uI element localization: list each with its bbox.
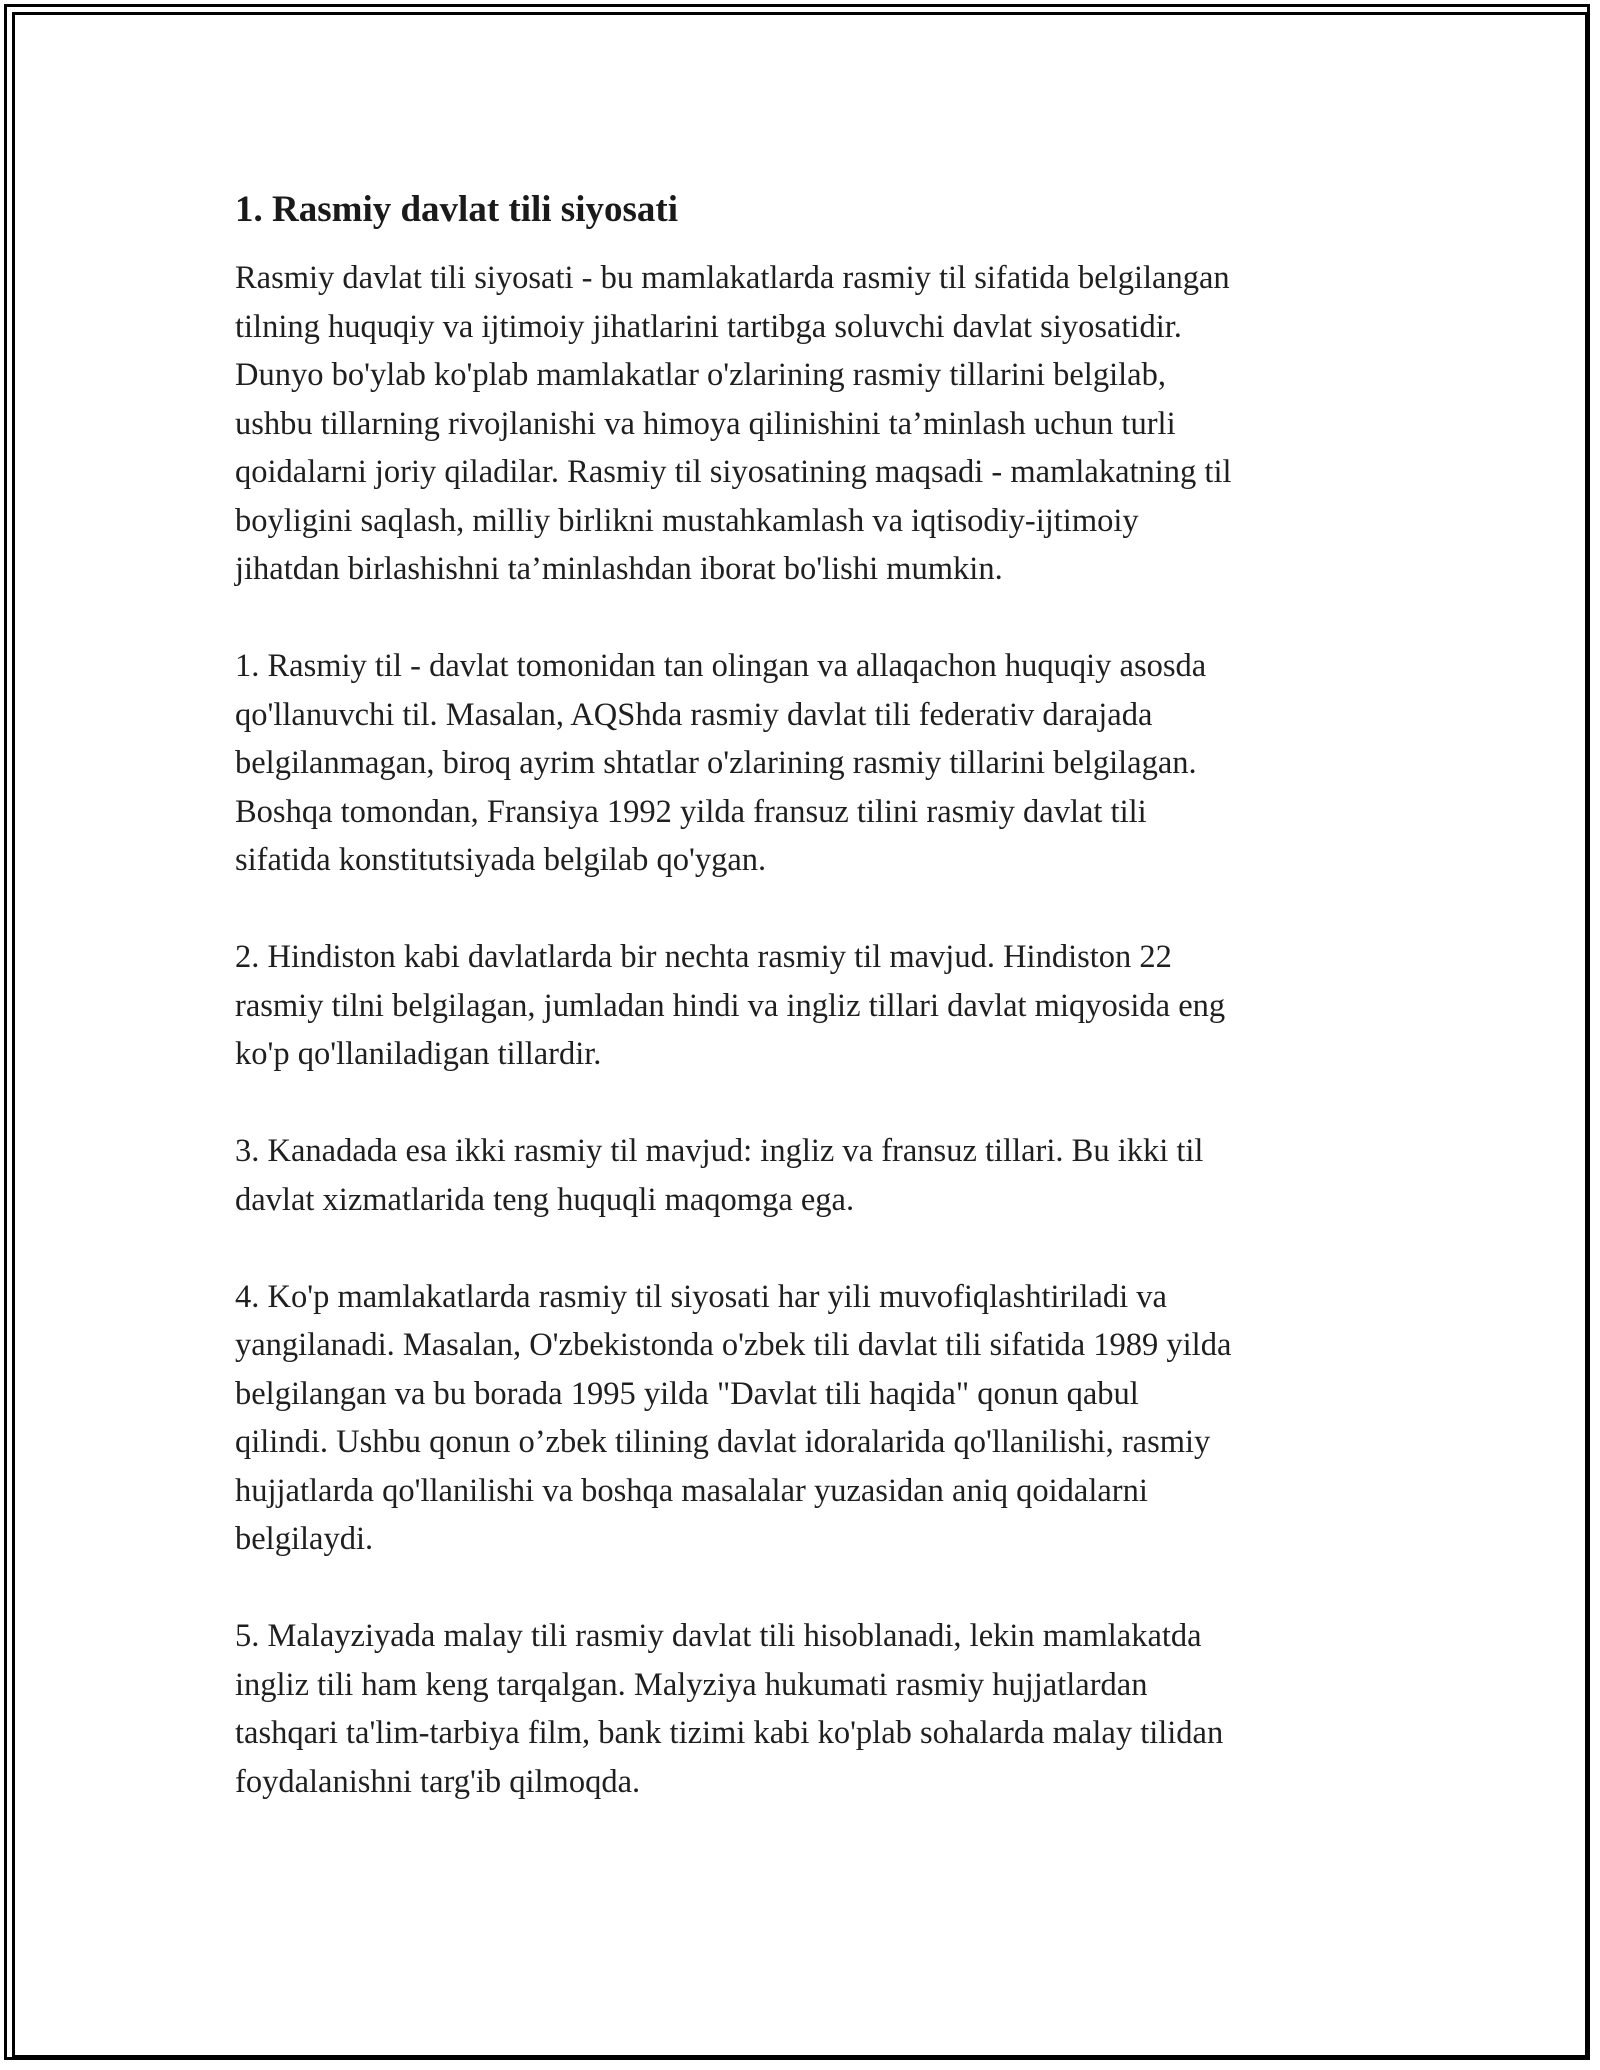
paragraph-item-2: 2. Hindiston kabi davlatlarda bir nechta rasmiy til mavjud. Hindiston 22 rasmiy tilni belgilagan, jumladan hindi va ingliz tillari davlat miqyosida eng ko'p qo'llaniladigan tillardir.	[235, 939, 1226, 1072]
paragraph-item-4: 4. Ko'p mamlakatlarda rasmiy til siyosati har yili muvofiqlashtiriladi va yangilanadi. Masalan, O'zbekistonda o'zbek tili davlat tili sifatida 1989 yilda belgilangan va bu borada 1995 yilda "Davlat tili haqida" qonun qabul qilindi. Ushbu qonun o’zbek tilining davlat idoralarida qo'llanilishi, rasmiy hujjatlarda qo'llanilishi va boshqa masalalar yuzasidan aniq qoidalarni belgilaydi.	[235, 1278, 1232, 1557]
document-page	[235, 186, 1375, 1855]
intro-paragraph: Rasmiy davlat tili siyosati - bu mamlakatlarda rasmiy til sifatida belgilangan tilning huquqiy va ijtimoiy jihatlarini tartibga soluvchi davlat siyosatidir. Dunyo bo'ylab ko'plab mamlakatlar o'zlarining rasmiy tillarini belgilab, ushbu tillarning rivojlanishi va himoya qilinishini ta’minlash uchun turli qoidalarni joriy qiladilar. Rasmiy til siyosatining maqsadi - mamlakatning til boyligini saqlash, milliy birlikni mustahkamlash va iqtisodiy-ijtimoiy jihatdan birlashishni ta’minlashdan iborat bo'lishi mumkin.	[235, 260, 1232, 587]
paragraph-item-3: 3. Kanadada esa ikki rasmiy til mavjud: ingliz va fransuz tillari. Bu ikki til davlat xizmatlarida teng huquqli maqomga ega.	[235, 1133, 1204, 1218]
paragraph-item-5: 5. Malayziyada malay tili rasmiy davlat tili hisoblanadi, lekin mamlakatda ingliz tili ham keng tarqalgan. Malyziya hukumati rasmiy hujjatlardan tashqari ta'lim-tarbiya film, bank tizimi kabi ko'plab sohalarda malay tilidan foydalanishni targ'ib qilmoqda.	[235, 1618, 1224, 1800]
paragraph-item-1: 1. Rasmiy til - davlat tomonidan tan olingan va allaqachon huquqiy asosda qo'llanuvchi til. Masalan, AQShda rasmiy davlat tili federativ darajada belgilanmagan, biroq ayrim shtatlar o'zlarining rasmiy tillarini belgilagan. Boshqa tomondan, Fransiya 1992 yilda fransuz tilini rasmiy davlat tili sifatida konstitutsiyada belgilab qo'ygan.	[235, 648, 1207, 878]
document-title: 1. Rasmiy davlat tili siyosati	[235, 189, 678, 230]
